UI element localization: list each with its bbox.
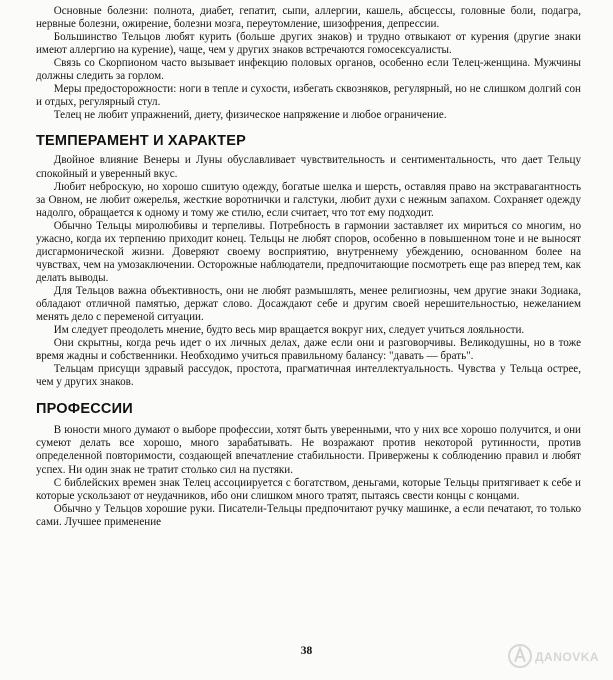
watermark-logo-icon xyxy=(507,638,603,674)
section-heading-professions: ПРОФЕССИИ xyxy=(36,401,133,418)
professions-paragraph-3: Обычно у Тельцов хорошие руки. Писатели-Тельцы предпочитают ручку машинке, а если печатают, то только сами. Лучшее применение xyxy=(36,502,581,528)
health-paragraph-2: Большинство Тельцов любят курить (больше других знаков) и трудно отвыкают от курения (другие знаки имеют аллергию на курение), чаще, чем у других знаков встречаются гомосексуалисты. xyxy=(36,31,581,57)
temperament-paragraph-5: Им следует преодолеть мнение, будто весь мир вращается вокруг них, следует учиться лояльности. xyxy=(53,324,525,337)
professions-paragraph-1: В юности много думают о выборе профессии, хотят быть уверенными, что у них все хорошо получится, и они сумеют делать все хорошо, много зарабатывать. Не возражают против некоторой рутинности, против определенной повторимости, создающей впечатление стабильности. Привержены к соблюдению правил и любят успех. Ни один знак не тратит столько сил на пустяки. xyxy=(36,424,581,476)
health-paragraph-3: Связь со Скорпионом часто вызывает инфекцию половых органов, особенно если Телец-женщина. Мужчины должны следить за горлом. xyxy=(36,57,581,83)
health-paragraph-4: Меры предосторожности: ноги в тепле и сухости, избегать сквозняков, регулярный, но не слишком долгий сон и отдых, регулярный стул. xyxy=(36,83,581,109)
health-paragraph-1: Основные болезни: полнота, диабет, гепатит, сыпи, аллергии, кашель, абсцессы, головные боли, подагра, нервные болезни, ожирение, болезни мозга, переутомление, шизофрения, депрессии. xyxy=(36,5,581,31)
temperament-section xyxy=(36,135,581,389)
watermark-text: ДАNOVKA xyxy=(535,650,600,664)
health-section xyxy=(36,5,581,122)
temperament-paragraph-6: Они скрытны, когда речь идет о их личных делах, даже если они и разговорчивы. Великодушны, но в тоже время жадны и собственники. Необходимо учиться правильному балансу: "давать — брать". xyxy=(36,337,581,363)
professions-section xyxy=(36,403,581,528)
temperament-paragraph-3: Обычно Тельцы миролюбивы и терпеливы. Потребность в гармонии заставляет их мириться со многим, но ужасно, когда их терпению приходит конец. Тельцы не любят споров, особенно в повышенном тоне и не выносят дисгармонической жизни. Доверяют своему восприятию, внутреннему убеждению, основанном более на чувствах, чем на умозаключении. Осторожные наблюдатели, предпочитающие посмотреть еще раз вперед тем, как делать выводы. xyxy=(36,219,581,284)
page-number: 38 xyxy=(300,645,313,657)
temperament-paragraph-1: Двойное влияние Венеры и Луны обуславливает чувствительность и сентиментальность, что дает Тельцу спокойный и уверенный вкус. xyxy=(36,154,581,180)
health-paragraph-5: Телец не любит упражнений, диету, физическое напряжение и любое ограничение. xyxy=(53,109,447,122)
watermark-logo xyxy=(507,638,603,674)
page-content xyxy=(36,5,581,529)
professions-paragraph-2: С библейских времен знак Телец ассоциируется с богатством, деньгами, которые Тельцы притягивает к себе и которые ускользают от неудачников, ибо они слишком много тратят, пытаясь свести концы с концами. xyxy=(36,476,581,502)
temperament-paragraph-7: Тельцам присущи здравый рассудок, простота, прагматичная интеллектуальность. Чувства у Тельца острее, чем у других знаков. xyxy=(36,363,581,389)
temperament-paragraph-4: Для Тельцов важна объективность, они не любят размышлять, менее религиозны, чем другие знаки Зодиака, обладают отличной памятью, держат слово. Досаждают себе и другим своей нерешительностью, нежеланием менять дело с переменой ситуации. xyxy=(36,284,581,324)
section-heading-temperament: ТЕМПЕРАМЕНТ И ХАРАКТЕР xyxy=(36,133,246,150)
temperament-paragraph-2: Любит неброскую, но хорошо сшитую одежду, богатые шелка и шерсть, оставляя право на экстравагантность за Овном, не любит ожерелья, жесткие воротнички и галстуки, любит духи с нежным запахом. Сохраняет одежду надолго, обращается к одному и тому же стилю, если считает, что тот ему подходит. xyxy=(36,180,581,219)
